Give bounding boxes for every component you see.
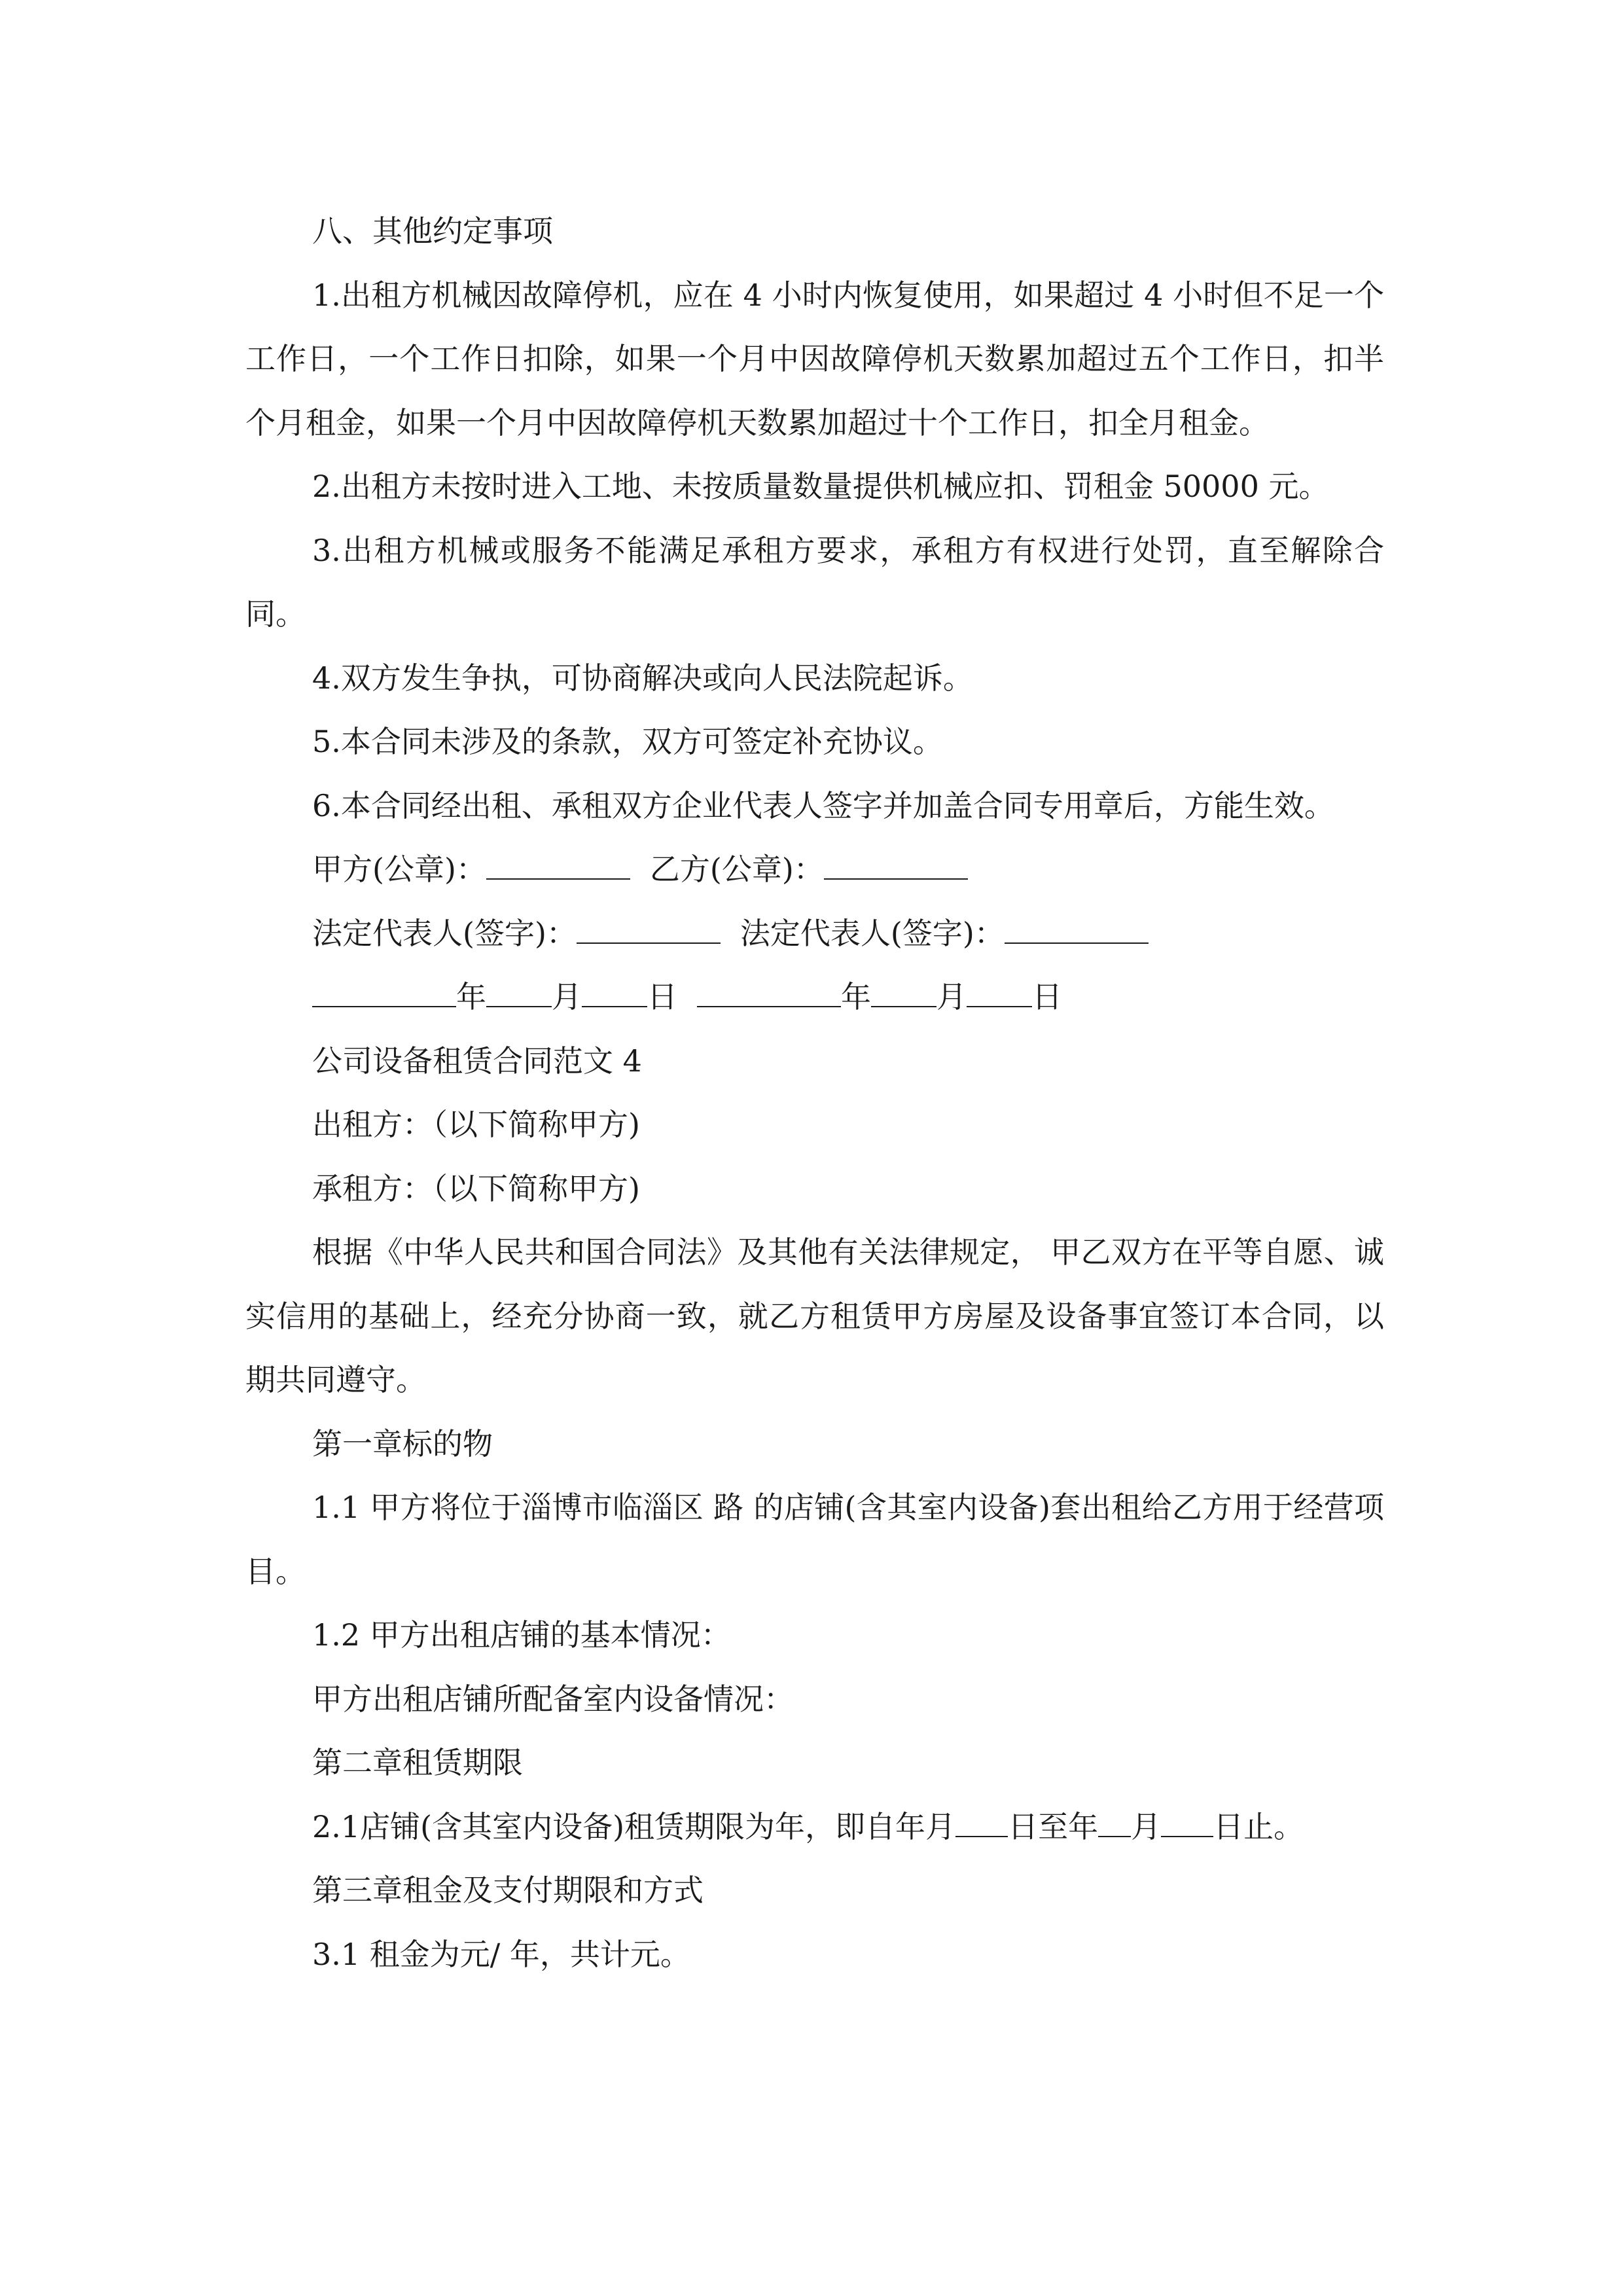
date-b-month-label: 月: [936, 979, 967, 1014]
party-b-rep-label: 法定代表人(签字)：: [740, 915, 1005, 951]
party-b-rep-blank: [1005, 916, 1149, 944]
party-a-seal-label: 甲方(公章)：: [312, 852, 486, 887]
document-page: [245, 200, 1384, 1986]
representative-line: [245, 902, 1384, 966]
date-a-year-label: 年: [456, 979, 486, 1014]
clause-2-1: [245, 1795, 1384, 1859]
party-b-seal-label: 乙方(公章)：: [649, 852, 824, 887]
party-a-rep-blank: [577, 916, 721, 944]
clause-2-1-text-a: 2.1店铺(含其室内设备)租赁期限为年，即自年月: [312, 1808, 956, 1844]
chapter-1-heading: 第一章标的物: [312, 1426, 493, 1462]
section-heading: 八、其他约定事项: [312, 213, 553, 249]
clause-2-1-text-b: 日至年: [1008, 1808, 1099, 1844]
clause-8-4: 4.双方发生争执，可协商解决或向人民法院起诉。: [312, 660, 973, 696]
clause-2-1-text-c: 月: [1131, 1808, 1162, 1844]
lease-end-month-blank: [1098, 1810, 1131, 1837]
date-a-day-blank: [582, 980, 647, 1007]
date-line: [245, 965, 1384, 1030]
lease-end-day-blank: [1161, 1810, 1213, 1837]
chapter-2-heading: 第二章租赁期限: [312, 1745, 523, 1780]
lessee-line: 承租方：（以下简称甲方): [312, 1170, 640, 1206]
clause-1-1: 1.1 甲方将位于淄博市临淄区 路 的店铺(含其室内设备)套出租给乙方用于经营项目。: [245, 1490, 1384, 1589]
clause-8-5: 5.本合同未涉及的条款，双方可签定补充协议。: [312, 724, 943, 759]
clause-8-2: 2.出租方未按时进入工地、未按质量数量提供机械应扣、罚租金 50000 元。: [312, 469, 1329, 504]
lessor-line: 出租方：（以下简称甲方): [312, 1107, 640, 1142]
date-a-month-label: 月: [552, 979, 582, 1014]
seal-line: [245, 838, 1384, 902]
equipment-note: 甲方出租店铺所配备室内设备情况：: [312, 1681, 794, 1717]
clause-3-1: 3.1 租金为元/ 年，共计元。: [312, 1936, 690, 1972]
clause-8-6: 6.本合同经出租、承租双方企业代表人签字并加盖合同专用章后，方能生效。: [312, 787, 1334, 823]
clause-2-1-text-d: 日止。: [1213, 1808, 1304, 1844]
chapter-3-heading: 第三章租金及支付期限和方式: [312, 1873, 704, 1908]
date-b-day-label: 日: [1032, 979, 1062, 1014]
date-b-month-blank: [871, 980, 936, 1007]
clause-8-1: 1.出租方机械因故障停机，应在 4 小时内恢复使用，如果超过 4 小时但不足一个工作日，一个工作日扣除，如果一个月中因故障停机天数累加超过五个工作日，扣半个月租金，如果一个月中因故障停机天数累加超过十个工作日，扣全月租金。: [245, 277, 1384, 440]
date-b-day-blank: [967, 980, 1032, 1007]
clause-8-3: 3.出租方机械或服务不能满足承租方要求，承租方有权进行处罚，直至解除合同。: [245, 532, 1384, 632]
lease-start-day-blank: [955, 1810, 1008, 1837]
contract-title: 公司设备租赁合同范文 4: [312, 1043, 642, 1079]
date-b-year-blank: [697, 980, 841, 1007]
party-a-seal-blank: [486, 852, 630, 880]
preamble-paragraph: 根据《中华人民共和国合同法》及其他有关法律规定， 甲乙双方在平等自愿、诚实信用的基础上，经充分协商一致，就乙方租赁甲方房屋及设备事宜签订本合同，以期共同遵守。: [245, 1234, 1384, 1397]
date-b-year-label: 年: [841, 979, 871, 1014]
party-a-rep-label: 法定代表人(签字)：: [312, 915, 577, 951]
date-a-day-label: 日: [647, 979, 677, 1014]
date-a-year-blank: [312, 980, 456, 1007]
date-a-month-blank: [486, 980, 552, 1007]
clause-1-2: 1.2 甲方出租店铺的基本情况：: [312, 1617, 731, 1653]
party-b-seal-blank: [824, 852, 968, 880]
